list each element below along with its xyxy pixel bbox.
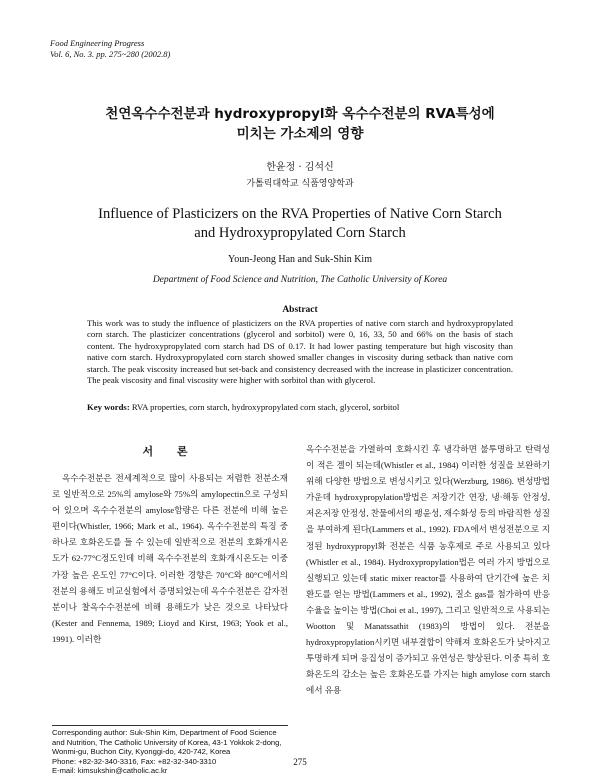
footnote-address: Corresponding author: Suk-Shin Kim, Department of Food Science and Nutrition, The Catholic University of Korea, 43-1 Yokkok 2-dong, Wonmi-gu, Buchon City, Kyonggi-do, 420-742, Korea bbox=[52, 728, 282, 757]
english-authors: Youn-Jeong Han and Suk-Shin Kim bbox=[228, 254, 372, 265]
korean-title-line1: 천연옥수수전분과 hydroxypropyl화 옥수수전분의 RVA특성에 bbox=[105, 106, 495, 122]
keywords bbox=[87, 402, 513, 413]
keywords-text: RVA properties, corn starch, hydroxypropylated corn stach, glycerol, sorbitol bbox=[131, 402, 400, 412]
abstract-body: This work was to study the influence of plasticizers on the RVA properties of native corn starch and hydroxypropylated corn starch. The plasticizer concentrations (glycerol and sorbitol) were 0, 16, 33, 50 and 66% on the basis of stach content. The hydroxypropylated corn starch had DS of 0.17. It had lower pasting temperature but high viscosity than native corn starch. Hydroxypropylated corn starch showed smaller changes in viscosity during setback than native corn starch. The peak viscosity increased but set-back and consistency decreased with the increase in plasticizer concentration. The peak viscosity and final viscosity were higher with sorbitol than with glycerol. bbox=[87, 318, 513, 386]
corresponding-author-footnote bbox=[52, 728, 288, 776]
english-title-line2: and Hydroxypropylated Corn Starch bbox=[194, 225, 406, 241]
korean-title bbox=[0, 104, 600, 144]
english-title-line1: Influence of Plasticizers on the RVA Properties of Native Corn Starch bbox=[98, 206, 502, 222]
abstract-heading: Abstract bbox=[282, 305, 318, 315]
footnote-divider bbox=[52, 725, 288, 726]
footnote-email: E-mail: kimsukshin@catholic.ac.kr bbox=[52, 766, 168, 776]
journal-citation: Vol. 6, No. 3. pp. 275~280 (2002.8) bbox=[50, 49, 171, 59]
korean-title-line2: 미치는 가소제의 영향 bbox=[236, 126, 364, 142]
section-heading: 서 론 bbox=[142, 445, 198, 458]
page-number: 275 bbox=[293, 757, 307, 767]
journal-name: Food Engineering Progress bbox=[50, 38, 145, 48]
english-title bbox=[0, 205, 600, 243]
footnote-phone: Phone: +82-32-340-3316, Fax: +82-32-340-3310 bbox=[52, 756, 217, 766]
right-column-text: 옥수수전분을 가열하여 호화시킨 후 냉각하면 불투명하고 탄력성이 적은 겔이 되는데(Whistler et al., 1984) 이러한 성질을 보완하기 위해 다양한 방법으로 변성시키고 있다(Werzburg, 1986). 변성방법 가운데 hydroxypropylation방법은 저장기간 연장, 냉·해동 안정성, 저온저장 안정성, 찬물에서의 팽윤성, 재수화성 등의 바람직한 성질을 부여하게 된다(Lammers et al., 1992). FDA에서 변성전분으로 지정된 hydroxypropyl화 전분은 식품 농후제로 주로 사용되고 있다(Whistler et al., 1984). Hydroxypropylation법은 여러 가지 방법으로 실행되고 있는데 static mixer reactor를 사용하여 단기간에 높은 치환도를 얻는 방법(Lammers et al., 1992), 질소 gas를 첨가하여 반응 수율을 높이는 방법(Choi et al., 1997), 그리고 일반적으로 사용되는 Wootton 및 Manatssathit (1983)의 방법이 있다. 전분을 hydroxypropylation시키면 내부결합이 약해져 호화온도가 낮아지고 투명하게 되며 응집성이 증가되고 유연성은 향상된다. 이중 특히 호화온도의 감소는 높은 호화온도를 가지는 high amylose corn starch에서 유용 bbox=[306, 444, 550, 696]
korean-affiliation: 가톨릭대학교 식품영양학과 bbox=[246, 179, 354, 189]
keywords-label: Key words: bbox=[87, 402, 130, 412]
left-column-text: 옥수수전분은 전세계적으로 많이 사용되는 저렴한 전분소재로 일반적으로 25%의 amylose와 75%의 amylopectin으로 구성되어 있으며 옥수수전분의 amylose함량은 다른 전분에 비해 높은 편이다(Whistler, 1966; Mark et al., 1964). 옥수수전분의 특징 중 하나로 호화온도를 들 수 있는데 일반적으로 전분의 호화개시온도가 62-77°C정도인데 비해 옥수수전분의 호화개시온도는 이중 가장 높은 온도인 77°C이다. 이러한 경향은 70°C와 80°C에서의 전분의 용해도 비교실험에서 증명되었는데 옥수수전분은 감자전분이나 찰옥수수전분에 비해 용해도가 낮은 것으로 나타났다(Kester and Fennema, 1989; Lioyd and Kirst, 1963; Yook et al., 1991). 이러한 bbox=[52, 473, 288, 644]
english-affiliation: Department of Food Science and Nutrition, The Catholic University of Korea bbox=[152, 275, 448, 285]
journal-header bbox=[50, 38, 170, 60]
korean-authors: 한윤정 · 김석신 bbox=[266, 162, 334, 173]
